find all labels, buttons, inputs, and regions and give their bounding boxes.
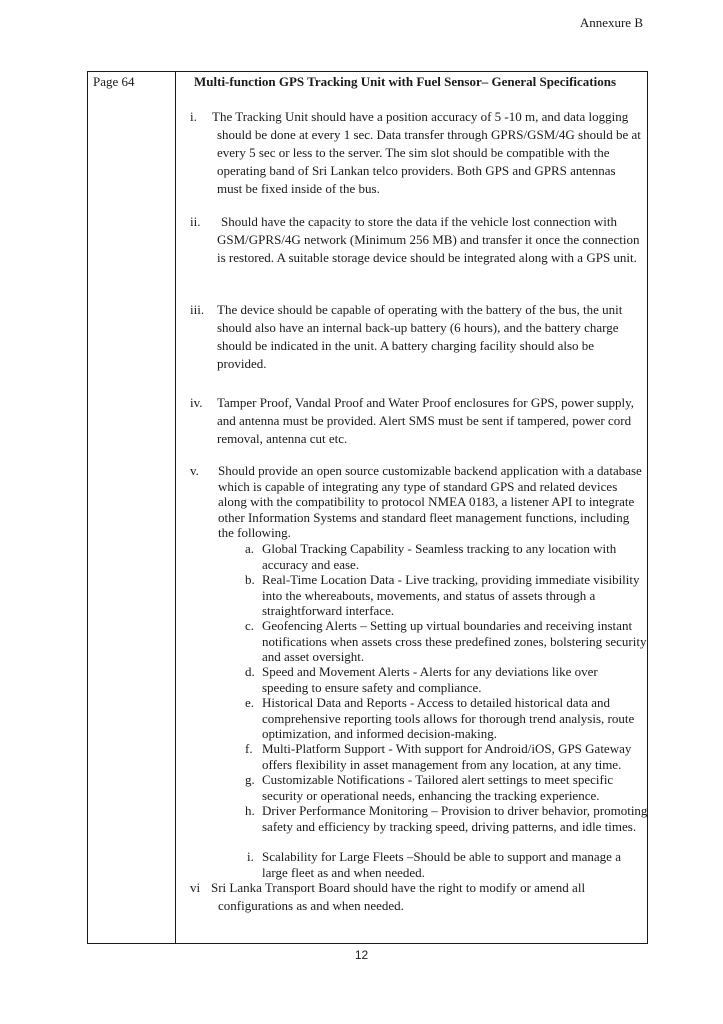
spec-title: Multi-function GPS Tracking Unit with Fuel Sensor– General Specifications bbox=[194, 74, 617, 89]
page-reference: Page 64 bbox=[93, 74, 135, 89]
spec-table bbox=[87, 71, 648, 944]
sub-item-text: Historical Data and Reports - Access to detailed historical data and comprehensive reporting tools allows for thorough trend analysis, route optimization, and informed decision-making. bbox=[262, 695, 635, 741]
sub-item-text: Customizable Notifications - Tailored alert settings to meet specific security or operational needs, enhancing the tracking experience. bbox=[262, 772, 614, 803]
sub-item-d bbox=[245, 664, 645, 695]
item-number: iii. bbox=[190, 302, 205, 317]
page-number: 12 bbox=[354, 948, 369, 962]
spec-item-iii bbox=[190, 301, 642, 373]
sub-item-b bbox=[245, 572, 649, 619]
sub-item-text: Global Tracking Capability - Seamless tracking to any location with accuracy and ease. bbox=[262, 541, 617, 572]
spec-item-iv bbox=[190, 394, 642, 448]
item-number: ii. bbox=[190, 214, 201, 229]
item-text: Should have the capacity to store the data if the vehicle lost connection with GSM/GPRS/4G network (Minimum 256 MB) and transfer it once the connection is restored. A suitable storage device should be integrated along with a GPS unit. bbox=[217, 214, 640, 265]
sub-item-text: Real-Time Location Data - Live tracking, providing immediate visibility into the whereabouts, movements, and status of assets through a straightforward interface. bbox=[262, 572, 640, 618]
sub-item-text: Geofencing Alerts – Setting up virtual boundaries and receiving instant notifications when assets cross these predefined zones, bolstering security and asset oversight. bbox=[262, 618, 647, 664]
spec-item-i bbox=[190, 108, 642, 198]
sub-item-letter: a. bbox=[245, 541, 255, 556]
sub-item-letter: g. bbox=[245, 772, 255, 787]
item-number: v. bbox=[190, 463, 199, 478]
sub-item-letter: e. bbox=[245, 695, 255, 710]
item-text: Should provide an open source customizable backend application with a database which is capable of integrating any type of standard GPS and related devices along with the compatibility to protocol NMEA 0183, a listener API to integrate other Information Systems and standard fleet management functions, including the following. bbox=[218, 463, 642, 540]
sub-item-letter: d. bbox=[245, 664, 255, 679]
sub-item-h bbox=[245, 803, 649, 834]
sub-item-letter: i. bbox=[247, 849, 254, 864]
item-number: vi bbox=[190, 880, 201, 895]
sub-item-i bbox=[245, 849, 645, 880]
annexure-label: Annexure B bbox=[579, 15, 643, 30]
item-text: The device should be capable of operating with the battery of the bus, the unit should also have an internal back-up battery (6 hours), and the battery charge should be indicated in the unit. A battery charging facility should also be provided. bbox=[217, 302, 623, 371]
spec-item-v bbox=[190, 463, 642, 541]
sub-item-text: Driver Performance Monitoring – Provision to driver behavior, promoting safety and efficiency by tracking speed, driving patterns, and idle times. bbox=[262, 803, 648, 834]
spec-item-ii bbox=[190, 213, 642, 267]
sub-item-text: Speed and Movement Alerts - Alerts for any deviations like over speeding to ensure safety and compliance. bbox=[262, 664, 598, 695]
sub-item-text: Multi-Platform Support - With support for Android/iOS, GPS Gateway offers flexibility in asset management from any location, at any time. bbox=[262, 741, 632, 772]
item-text: The Tracking Unit should have a position accuracy of 5 -10 m, and data logging should be done at every 1 sec. Data transfer through GPRS/GSM/4G should be at every 5 sec or less to the server. The sim slot should be compatible with the operating band of Sri Lankan telco providers. Both GPS and GPRS antennas must be fixed inside of the bus. bbox=[212, 109, 641, 196]
item-text: Tamper Proof, Vandal Proof and Water Proof enclosures for GPS, power supply, and antenna must be provided. Alert SMS must be sent if tampered, power cord removal, antenna cut etc. bbox=[217, 395, 634, 446]
sub-item-g bbox=[245, 772, 645, 803]
sub-item-letter: f. bbox=[245, 741, 253, 756]
sub-item-text: Scalability for Large Fleets –Should be able to support and manage a large fleet as and when needed. bbox=[262, 849, 621, 880]
sub-item-letter: b. bbox=[245, 572, 255, 587]
sub-item-e bbox=[245, 695, 649, 742]
sub-item-f bbox=[245, 741, 649, 772]
column-divider bbox=[175, 72, 176, 943]
item-text: Sri Lanka Transport Board should have the right to modify or amend all configurations as and when needed. bbox=[211, 880, 586, 913]
sub-item-c bbox=[245, 618, 649, 665]
sub-item-letter: c. bbox=[245, 618, 255, 633]
sub-item-letter: h. bbox=[245, 803, 255, 818]
item-number: iv. bbox=[190, 395, 203, 410]
item-number: i. bbox=[190, 109, 197, 124]
sub-item-a bbox=[245, 541, 645, 572]
spec-item-vi bbox=[190, 879, 630, 915]
